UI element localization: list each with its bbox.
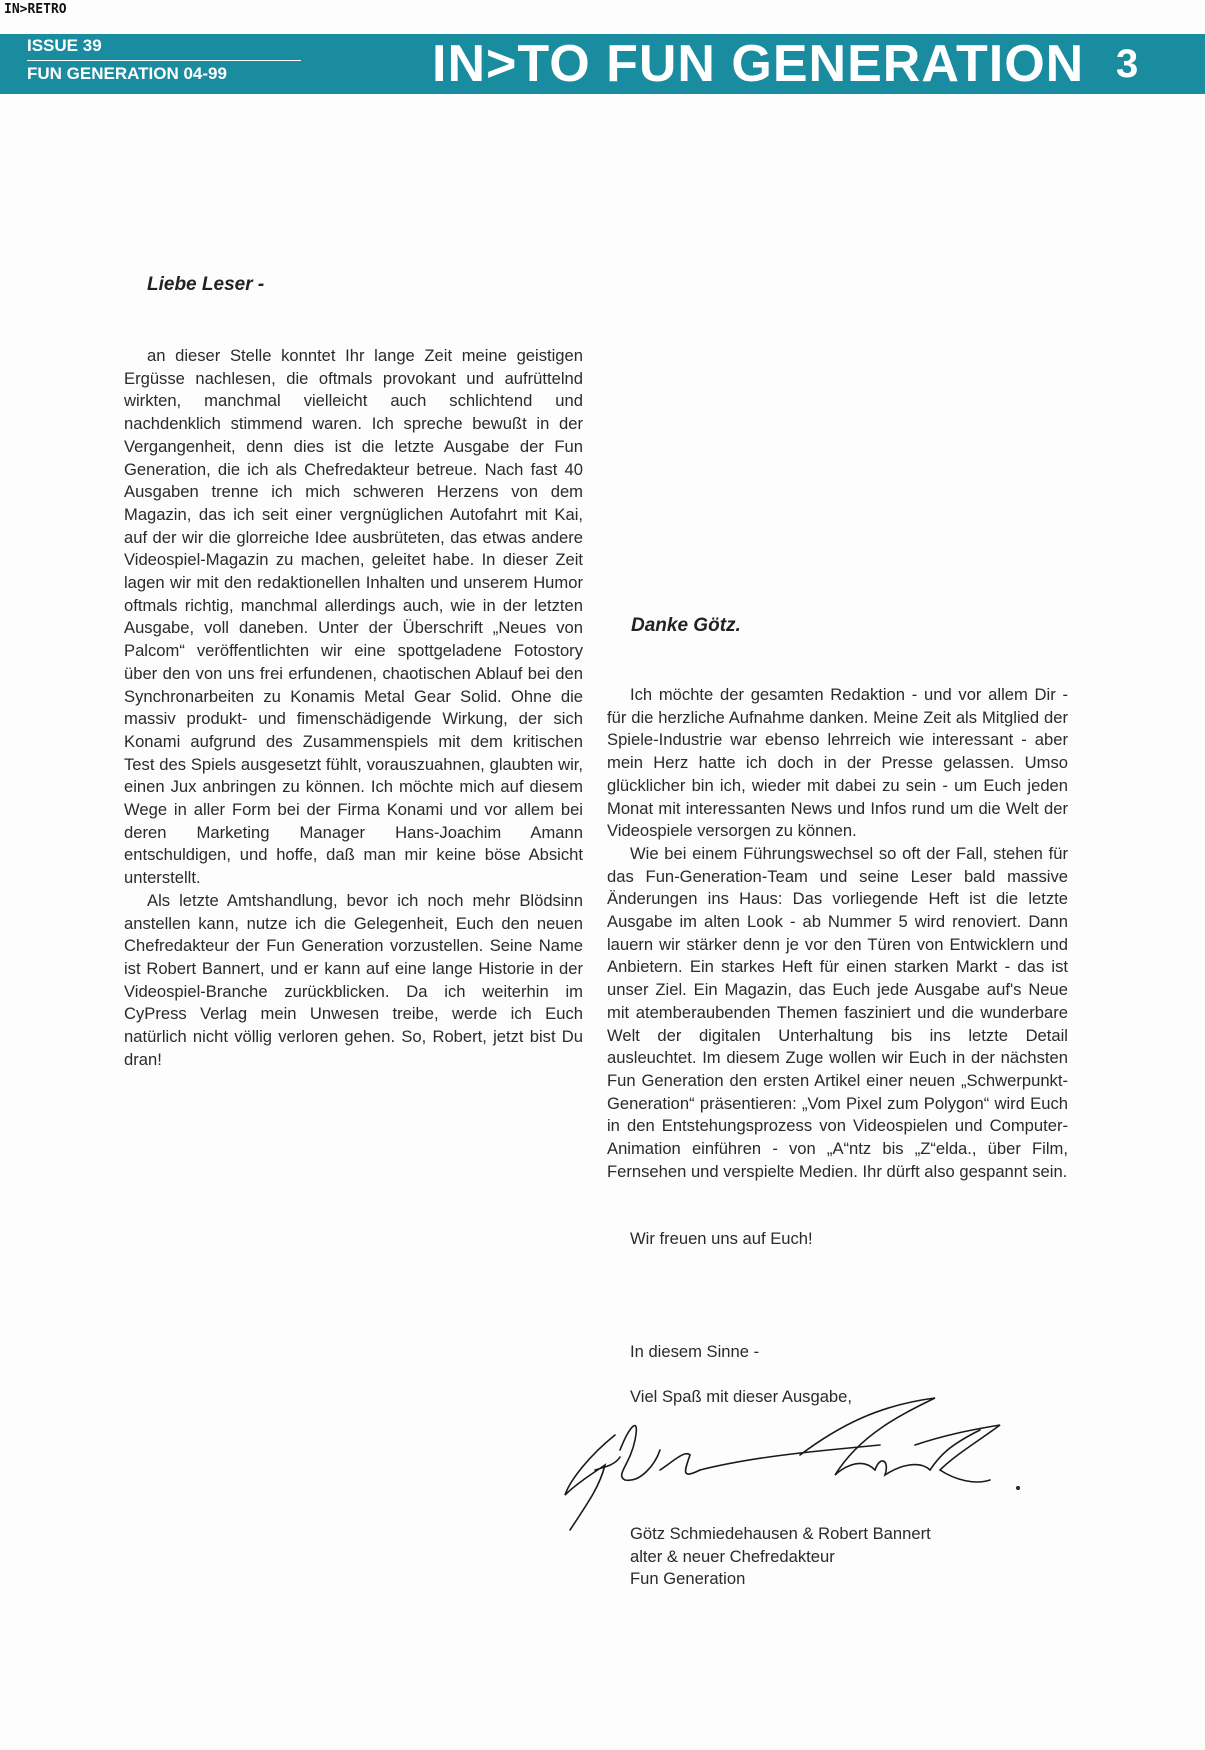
left-paragraph-2: Als letzte Amtshandlung, bevor ich noch mehr Blödsinn anstellen kann, nutze ich die Gelegenheit, Euch den neuen Chefredakteur der Fun Generation vorzustellen. Seine Name ist Robert Bannert, und er kann auf eine lange Historie in der Videospiel-Branche zurückblicken. Da ich weiterhin im CyPress Verlag mein Unwesen treibe, werde ich Euch natürlich nicht völlig verloren gehen. So, Robert, jetzt bist Du dran! (124, 890, 583, 1069)
closing-line-1: Wir freuen uns auf Euch! (630, 1229, 813, 1248)
left-heading: Liebe Leser - (147, 274, 265, 295)
right-paragraph-1: Ich möchte der gesamten Redaktion - und vor allem Dir - für die herzliche Aufnahme danken. Meine Zeit als Mitglied der Spiele-Industrie war ebenso lehrreich wie interessant - aber mein Herz hatte ich doch in der Presse gelassen. Umso glücklicher bin ich, wieder mit dabei zu sein - um Euch jeden Monat mit interessanten News und Infos rund um die Welt der Videospiele versorgen zu können. (607, 685, 1068, 841)
closing-line-3: Viel Spaß mit dieser Ausgabe, (630, 1387, 852, 1406)
page-title: IN>TO FUN GENERATION (432, 35, 1085, 93)
signature-block (630, 1523, 931, 1591)
right-heading: Danke Götz. (631, 615, 741, 636)
closing-line-2: In diesem Sinne - (630, 1342, 760, 1361)
issue-divider (27, 60, 301, 61)
right-paragraph-2: Wie bei einem Führungswechsel so oft der Fall, stehen für das Fun-Generation-Team und seine Leser bald massive Änderungen ins Haus: Das vorliegende Heft ist die letzte Ausgabe im alten Look - ab Nummer 5 wird renoviert. Dann lauern wir stärker denn je vor den Türen von Entwicklern und Anbietern. Ein starkes Heft für einen starken Markt - das ist unser Ziel. Ein Magazin, das Euch jede Ausgabe auf's Neue mit atemberaubenden Themen fasziniert und die wunderbare Welt der digitalen Unterhaltung bis ins letzte Detail ausleuchtet. Im diesem Zuge wollen wir Euch in der nächsten Fun Generation den ersten Artikel einer neuen „Schwerpunkt-Generation“ präsentieren: „Vom Pixel zum Polygon“ wird Euch in den Entstehungsprozess von Videospielen und Computer-Animation einführen - von „A“ntz bis „Z“elda., über Film, Fernsehen und verspielte Medien. Ihr dürft also gespannt sein. (607, 843, 1068, 1181)
right-column (607, 684, 1068, 1183)
handwritten-signature-icon (560, 1395, 1060, 1535)
left-column (124, 345, 583, 1072)
logo: IN>RETRO (4, 2, 67, 17)
signature-role: alter & neuer Chefredakteur (630, 1546, 835, 1566)
issue-label: ISSUE 39 (27, 36, 102, 55)
edition-label: FUN GENERATION 04-99 (27, 64, 227, 83)
signature-names: Götz Schmiedehausen & Robert Bannert (630, 1524, 931, 1543)
signature-publication: Fun Generation (630, 1569, 746, 1589)
left-paragraph-1: an dieser Stelle konntet Ihr lange Zeit meine geistigen Ergüsse nachlesen, die oftmals provokant und aufrüttelnd wirkten, manchmal vielleicht auch schlichtend und nachdenklich stimmend waren. Ich spreche bewußt in der Vergangenheit, denn dies ist die letzte Ausgabe der Fun Generation, die ich als Chefredakteur betreue. Nach fast 40 Ausgaben trenne ich mich schweren Herzens von dem Magazin, das ich seit einer vergnüglichen Autofahrt mit Kai, auf der wir die glorreiche Idee ausbrüteten, das etwas andere Videospiel-Magazin zu machen, geleitet habe. In dieser Zeit lagen wir mit den redaktionellen Inhalten und unserem Humor oftmals richtig, manchmal allerdings auch, wie in der letzten Ausgabe, voll daneben. Unter der Überschrift „Neues von Palcom“ veröffentlichten wir eine spottgeladene Fotostory über den von uns frei erfundenen, chaotischen Ablauf bei den Synchronarbeiten zu Konamis Metal Gear Solid. Ohne die massiv produkt- und fimenschädigende Wirkung, der sich Konami aufgrund des Zusammenspiels mit dem kritischen Test des Spiels ausgesetzt fühlt, vorauszuahnen, glaubten wir, einen Jux anbringen zu können. Ich möchte mich auf diesem Wege in aller Form bei der Firma Konami und vor allem bei deren Marketing Manager Hans-Joachim Amann entschuldigen, und hoffe, daß man mir keine böse Absicht unterstellt. (124, 346, 583, 888)
page-number: 3 (1116, 42, 1139, 86)
